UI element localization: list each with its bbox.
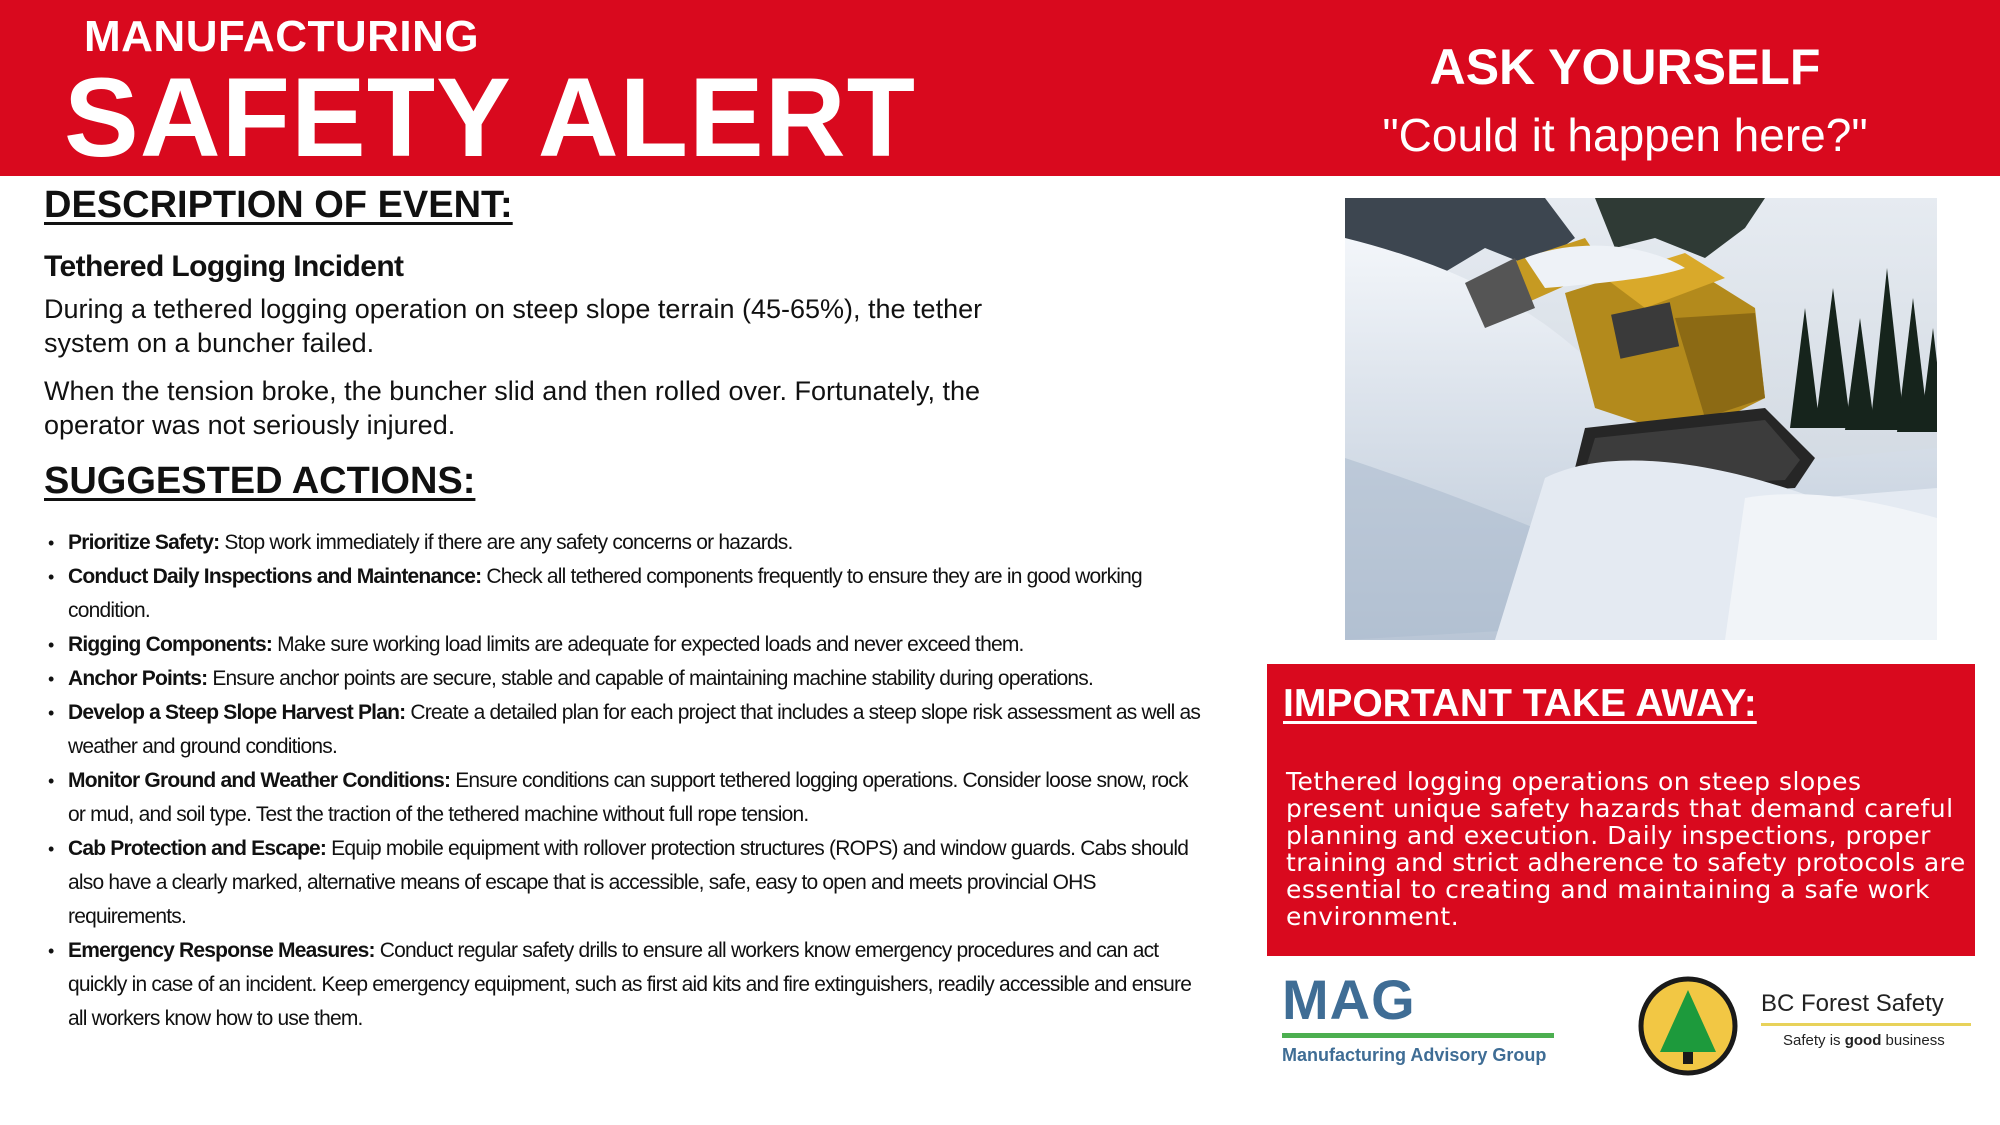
suggested-actions-heading: SUGGESTED ACTIONS: bbox=[44, 460, 476, 502]
action-label: Develop a Steep Slope Harvest Plan: bbox=[68, 701, 406, 724]
rolled-buncher-in-snow-illustration bbox=[1345, 198, 1937, 640]
action-item bbox=[44, 696, 1204, 764]
tagline-emphasis: good bbox=[1844, 1032, 1882, 1049]
description-paragraph-1: During a tethered logging operation on steep slope terrain (45-65%), the tether system on a buncher failed. bbox=[44, 294, 983, 358]
action-label: Emergency Response Measures: bbox=[68, 939, 375, 962]
tagline-part: Safety is bbox=[1783, 1032, 1845, 1049]
description-heading: DESCRIPTION OF EVENT: bbox=[44, 184, 513, 226]
action-item bbox=[44, 934, 1204, 1036]
header-kicker: MANUFACTURING bbox=[84, 12, 480, 61]
action-item bbox=[44, 662, 1204, 696]
action-label: Monitor Ground and Weather Conditions: bbox=[68, 769, 451, 792]
mag-logo-subtitle: Manufacturing Advisory Group bbox=[1282, 1045, 1547, 1065]
important-takeaway-box bbox=[1267, 664, 1975, 956]
action-text: Create a detailed plan for each project that includes a steep slope risk assessment as well as weather and ground conditions. bbox=[68, 701, 1201, 758]
action-text: Conduct regular safety drills to ensure all workers know emergency procedures and can act quickly in case of an incident. Keep emergency equipment, such as first aid kits and fire extinguishers, readily accessible and ensure all workers know how to use them. bbox=[68, 939, 1192, 1030]
header-title: SAFETY ALERT bbox=[64, 55, 917, 180]
action-text: Stop work immediately if there are any safety concerns or hazards. bbox=[219, 531, 793, 554]
description-paragraph-2: When the tension broke, the buncher slid and then rolled over. Fortunately, the operator was not seriously injured. bbox=[44, 376, 981, 440]
action-item bbox=[44, 628, 1204, 662]
mag-logo-word: MAG bbox=[1282, 968, 1416, 1031]
action-item bbox=[44, 764, 1204, 832]
action-label: Conduct Daily Inspections and Maintenance: bbox=[68, 565, 482, 588]
action-text: Ensure anchor points are secure, stable and capable of maintaining machine stability during operations. bbox=[207, 667, 1094, 690]
action-item bbox=[44, 560, 1204, 628]
action-text: Make sure working load limits are adequate for expected loads and never exceed them. bbox=[272, 633, 1024, 656]
action-label: Prioritize Safety: bbox=[68, 531, 220, 554]
takeaway-heading: IMPORTANT TAKE AWAY: bbox=[1283, 682, 1757, 725]
bc-forest-safety-tagline bbox=[1783, 1032, 1945, 1049]
tagline-part: business bbox=[1881, 1032, 1945, 1049]
ask-yourself-title: ASK YOURSELF bbox=[1429, 39, 1821, 95]
bc-forest-safety-tree-icon bbox=[1638, 976, 1738, 1076]
action-item bbox=[44, 832, 1204, 934]
bc-forest-safety-name: BC Forest Safety bbox=[1761, 990, 1944, 1017]
takeaway-body: Tethered logging operations on steep slopes present unique safety hazards that demand careful planning and execution. Daily inspections, proper training and strict adherence to safety protocols are essential to creating and maintaining a safe work environment. bbox=[1286, 767, 1966, 931]
mag-logo-underline bbox=[1282, 1033, 1554, 1038]
event-title: Tethered Logging Incident bbox=[44, 250, 404, 283]
action-item bbox=[44, 526, 1204, 560]
suggested-actions-list bbox=[44, 526, 1204, 1036]
mag-logo bbox=[1282, 968, 1562, 1065]
action-label: Anchor Points: bbox=[68, 667, 208, 690]
action-text: Ensure conditions can support tethered logging operations. Consider loose snow, rock or mud, and soil type. Test the traction of the tethered machine without full rope tension. bbox=[68, 769, 1188, 826]
action-text: Equip mobile equipment with rollover protection structures (ROPS) and window guards. Cabs should also have a clearly marked, alternative means of escape that is accessible, safe, easy to open and meets provincial OHS requirements. bbox=[68, 837, 1189, 928]
bc-forest-safety-underline bbox=[1761, 1023, 1971, 1026]
action-label: Cab Protection and Escape: bbox=[68, 837, 327, 860]
action-text: Check all tethered components frequently to ensure they are in good working condition. bbox=[68, 565, 1142, 622]
action-label: Rigging Components: bbox=[68, 633, 273, 656]
header-banner bbox=[0, 0, 2000, 180]
incident-photo bbox=[1345, 198, 1937, 640]
ask-yourself-question: "Could it happen here?" bbox=[1382, 109, 1868, 161]
